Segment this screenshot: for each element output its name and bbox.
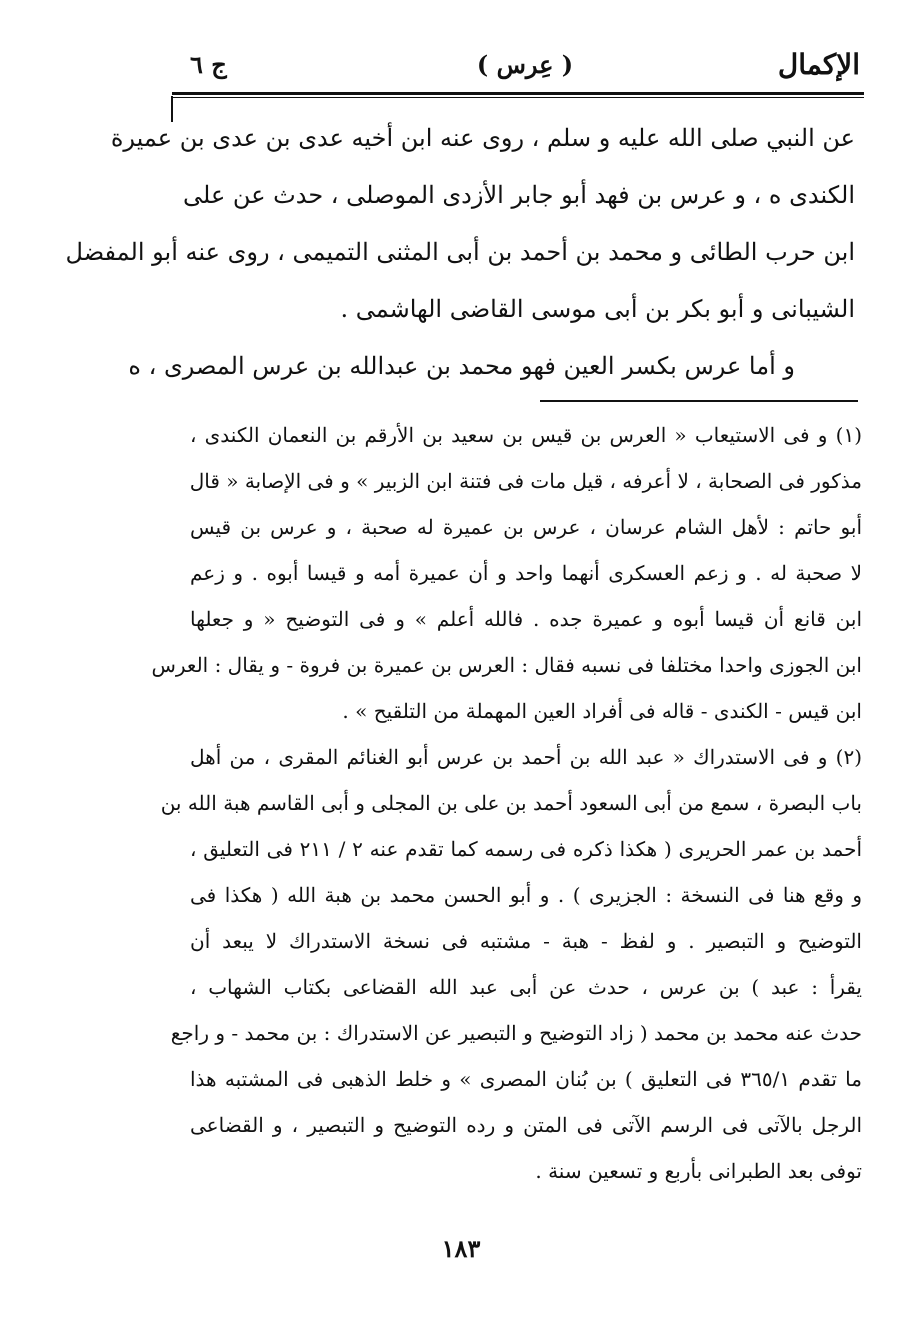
- footnote-line: و وقع هنا فى النسخة : الجزيرى ) . و أبو الحسن محمد بن هبة الله ( هكذا فى: [190, 883, 862, 907]
- footnote-line: توفى بعد الطبرانى بأربع و تسعين سنة .: [535, 1159, 862, 1183]
- footnote-line: ابن قيس - الكندى - قاله فى أفراد العين المهملة من التلقيح » .: [342, 699, 862, 723]
- footnote-line: (٢) و فى الاستدراك « عبد الله بن أحمد بن عرس أبو الغنائم المقرى ، من أهل: [190, 745, 862, 769]
- header-rule-thin: [172, 97, 864, 98]
- header-rule-thick: [172, 92, 864, 95]
- footnote-line: ابن قانع أن قيسا أبوه و عميرة جده . فالله أعلم » و فى التوضيح « و جعلها: [190, 607, 862, 631]
- footnote-line: الرجل بالآتى فى الرسم الآتى فى المتن و رده التوضيح و التبصير ، و القضاعى: [190, 1113, 862, 1137]
- footnote-line: حدث عنه محمد بن محمد ( زاد التوضيح و التبصير عن الاستدراك : بن محمد - و راجع: [170, 1021, 862, 1045]
- volume-label: ج ٦: [190, 50, 227, 79]
- footnote-line: باب البصرة ، سمع من أبى السعود أحمد بن على بن المجلى و أبى القاسم هبة الله بن: [160, 791, 862, 815]
- main-text: [65, 110, 855, 395]
- book-title: الإكمال: [777, 48, 860, 81]
- page-header: [190, 48, 860, 88]
- main-line: ابن حرب الطائى و محمد بن أحمد بن أبى المثنى التميمى ، روى عنه أبو المفضل: [65, 238, 855, 266]
- footnote-line: التوضيح و التبصير . و لفظ - هبة - مشتبه فى نسخة الاستدراك لا يبعد أن: [190, 929, 862, 953]
- footnote-line: ما تقدم ٣٦٥/١ فى التعليق ) بن بُنان المصرى » و خلط الذهبى فى المشتبه هذا: [190, 1067, 862, 1091]
- footnote-line: مذكور فى الصحابة ، لا أعرفه ، قيل مات فى فتنة ابن الزبير » و فى الإصابة « قال: [189, 469, 862, 493]
- main-line: الكندى ه ، و عرس بن فهد أبو جابر الأزدى الموصلى ، حدث عن على: [183, 181, 855, 209]
- footnote-line: ابن الجوزى واحدا مختلفا فى نسبه فقال : العرس بن عميرة بن فروة - و يقال : العرس: [151, 653, 862, 677]
- footnote-line: يقرأ : عبد ) بن عرس ، حدث عن أبى عبد الله القضاعى بكتاب الشهاب ،: [190, 975, 862, 999]
- page-number: ١٨٣: [441, 1234, 481, 1263]
- footnote-line: لا صحبة له . و زعم العسكرى أنهما واحد و أن عميرة أمه و قيسا أبوه . و زعم: [190, 561, 862, 585]
- footnotes: [151, 412, 863, 1194]
- footnote-line: أحمد بن عمر الحريرى ( هكذا ذكره فى رسمه كما تقدم عنه ٢ / ٢١١ فى التعليق ،: [190, 837, 863, 861]
- main-line: عن النبي صلى الله عليه و سلم ، روى عنه ابن أخيه عدى بن عدى بن عميرة: [110, 124, 855, 152]
- main-line: الشيبانى و أبو بكر بن أبى موسى القاضى الهاشمى .: [340, 295, 855, 323]
- footnote-separator: [540, 400, 858, 402]
- entry-heading: ( عِرس ): [476, 50, 574, 79]
- main-line: و أما عرس بكسر العين فهو محمد بن عبدالله بن عرس المصرى ، ه: [128, 352, 795, 380]
- footnote-line: (١) و فى الاستيعاب « العرس بن قيس بن سعيد بن الأرقم بن النعمان الكندى ،: [190, 423, 862, 447]
- footnote-line: أبو حاتم : لأهل الشام عرسان ، عرس بن عميرة له صحبة ، و عرس بن قيس: [190, 515, 862, 539]
